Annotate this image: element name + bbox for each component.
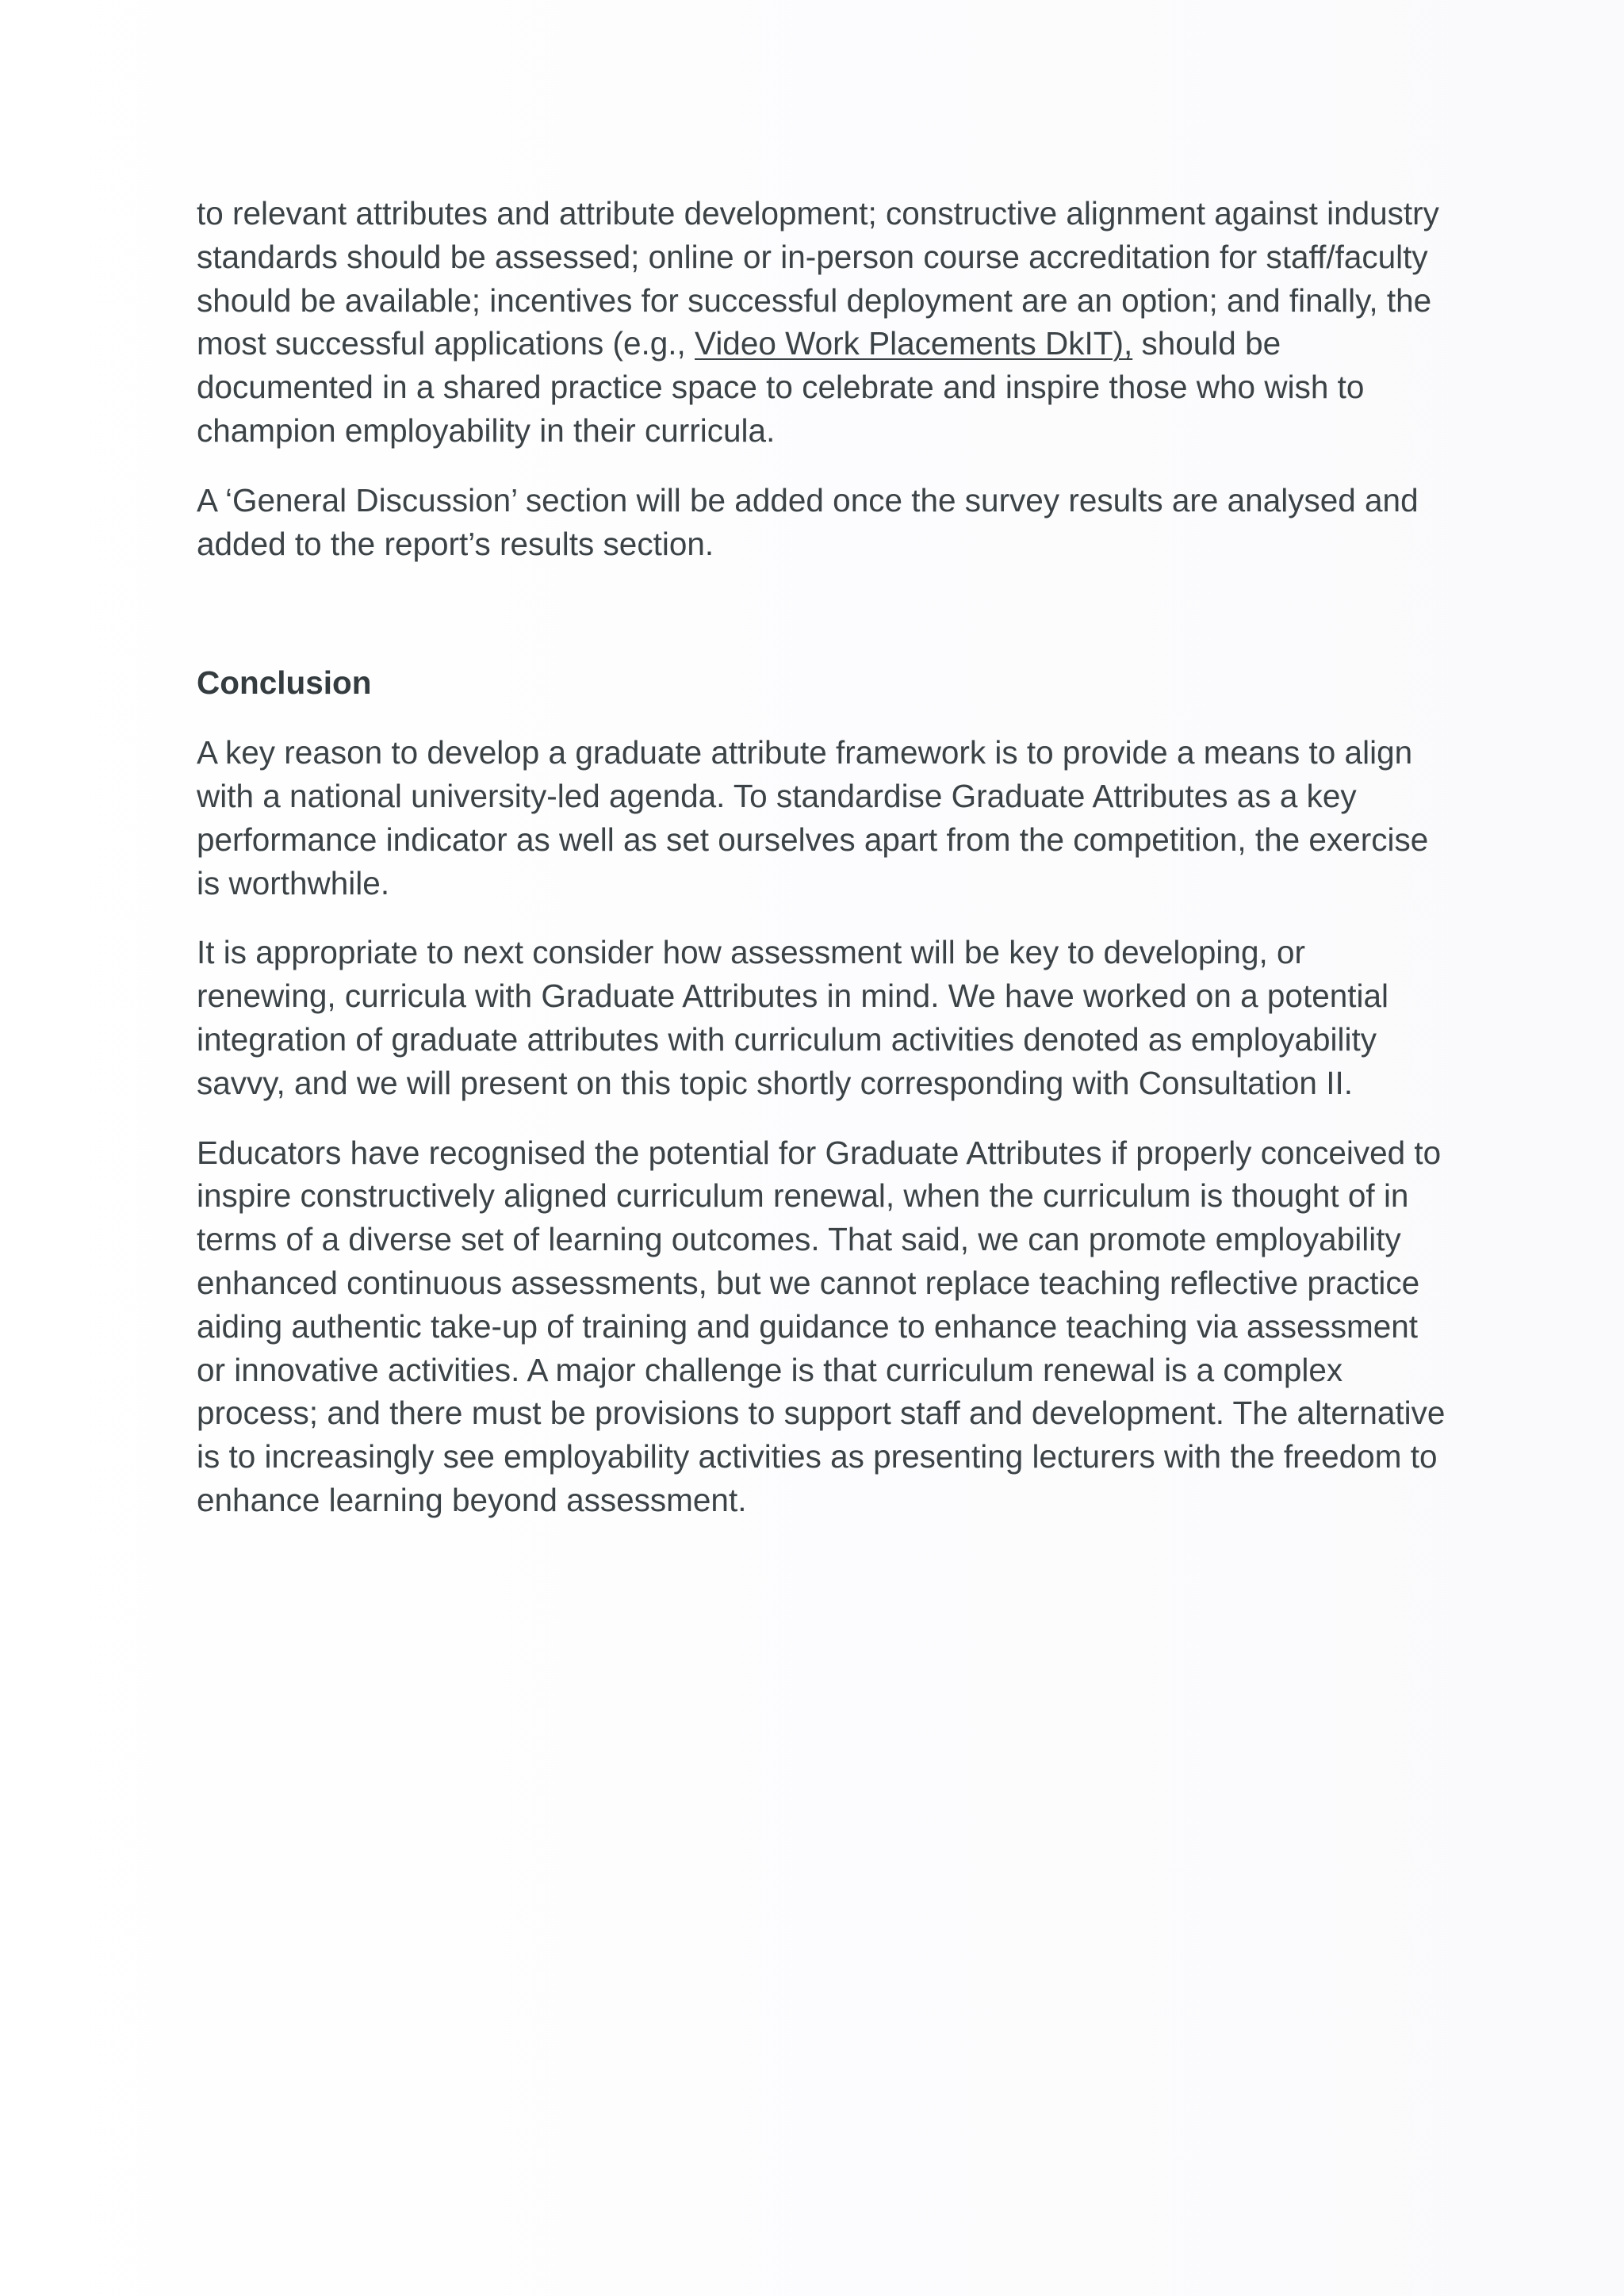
conclusion-paragraph: Educators have recognised the potential for Graduate Attributes if properly conceived to inspire constructively aligned curriculum renewal, when the curriculum is thought of in terms of a diverse set of learning outcomes. That said, we can promote employability enhanced continuous assessments, but we cannot replace teaching reflective practice aiding authentic take-up of training and guidance to enhance teaching via assessment or innovative activities. A major challenge is that curriculum renewal is a complex process; and there must be provisions to support staff and development. The alternative is to increasingly see employability activities as presenting lecturers with the freedom to enhance learning beyond assessment. [197,1134,1446,1518]
conclusion-heading: Conclusion [197,664,372,702]
body-paragraph [197,192,1450,453]
section-spacer [197,565,1450,661]
paragraph-text: should be documented in a shared practice space to celebrate and inspire those who wish to champion employability in their curricula. [197,325,1365,449]
conclusion-paragraph: A key reason to develop a graduate attribute framework is to provide a means to align with a national university-led agenda. To standardise Graduate Attributes as a key performance indicator as well as set ourselves apart from the competition, the exercise is worthwhile. [197,734,1429,901]
document-body [197,192,1450,1522]
paragraph-text: to relevant attributes and attribute development; constructive alignment against industry standards should be assessed; online or in-person course accreditation for staff/faculty should be available; incentives for successful deployment are an option; and finally, the most successful applications (e.g., [197,195,1439,362]
conclusion-paragraph: It is appropriate to next consider how assessment will be key to developing, or renewing, curricula with Graduate Attributes in mind. We have worked on a potential integration of graduate attributes with curriculum activities denoted as employability savvy, and we will present on this topic shortly corresponding with Consultation II. [197,934,1389,1101]
general-discussion-paragraph: A ‘General Discussion’ section will be added once the survey results are analysed and added to the report’s results section. [197,481,1419,562]
video-work-placements-link[interactable]: Video Work Placements DkIT), [695,325,1133,362]
